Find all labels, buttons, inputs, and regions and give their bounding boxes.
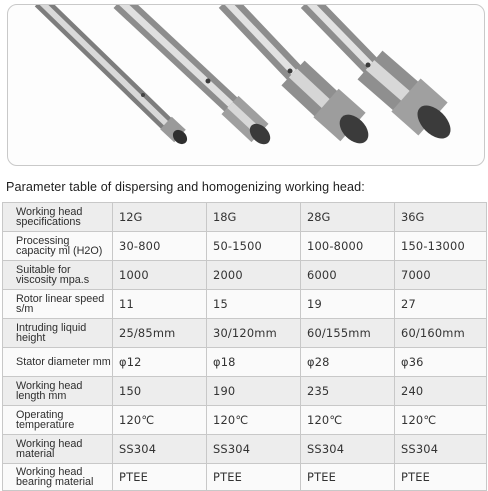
table-header-row <box>3 203 487 232</box>
header-cell-12g: 12G <box>113 203 207 232</box>
table-row <box>3 348 487 377</box>
table-cell: φ28 <box>301 348 395 377</box>
table-cell: φ18 <box>207 348 301 377</box>
table-cell: 2000 <box>207 261 301 290</box>
working-head-12g-image <box>40 5 190 147</box>
header-cell-18g: 18G <box>207 203 301 232</box>
table-cell: φ12 <box>113 348 207 377</box>
table-cell: 50-1500 <box>207 232 301 261</box>
table-cell: SS304 <box>395 435 487 464</box>
row-label-head-material: Working head material <box>3 435 113 464</box>
header-cell-28g: 28G <box>301 203 395 232</box>
table-row <box>3 377 487 406</box>
table-cell: PTEE <box>395 464 487 491</box>
table-cell: 235 <box>301 377 395 406</box>
table-cell: 150 <box>113 377 207 406</box>
table-cell: SS304 <box>113 435 207 464</box>
table-cell: 6000 <box>301 261 395 290</box>
table-cell: 150-13000 <box>395 232 487 261</box>
table-cell: 15 <box>207 290 301 319</box>
table-cell: 11 <box>113 290 207 319</box>
table-cell: PTEE <box>301 464 395 491</box>
parameter-table <box>2 202 487 491</box>
table-cell: SS304 <box>301 435 395 464</box>
table-cell: 100-8000 <box>301 232 395 261</box>
table-row <box>3 435 487 464</box>
table-row <box>3 464 487 491</box>
row-label-bearing-material: Working head bearing material <box>3 464 113 491</box>
table-cell: 7000 <box>395 261 487 290</box>
row-label-viscosity: Suitable for viscosity mpa.s <box>3 261 113 290</box>
table-cell: 30-800 <box>113 232 207 261</box>
header-label-cell: Working head specifications <box>3 203 113 232</box>
table-cell: 60/160mm <box>395 319 487 348</box>
table-cell: 120℃ <box>301 406 395 435</box>
table-cell: 190 <box>207 377 301 406</box>
table-row <box>3 290 487 319</box>
table-cell: 120℃ <box>113 406 207 435</box>
table-cell: PTEE <box>113 464 207 491</box>
row-label-head-length: Working head length mm <box>3 377 113 406</box>
product-photo-panel <box>7 4 485 166</box>
table-caption: Parameter table of dispersing and homogenizing working head: <box>6 180 365 194</box>
table-cell: 120℃ <box>207 406 301 435</box>
table-cell: 19 <box>301 290 395 319</box>
table-cell: 27 <box>395 290 487 319</box>
table-row <box>3 261 487 290</box>
table-cell: φ36 <box>395 348 487 377</box>
table-cell: 120℃ <box>395 406 487 435</box>
row-label-processing-capacity: Processing capacity ml (H2O) <box>3 232 113 261</box>
header-cell-36g: 36G <box>395 203 487 232</box>
table-cell: 60/155mm <box>301 319 395 348</box>
table-row <box>3 406 487 435</box>
table-cell: 25/85mm <box>113 319 207 348</box>
table-cell: SS304 <box>207 435 301 464</box>
row-label-operating-temperature: Operating temperature <box>3 406 113 435</box>
table-cell: PTEE <box>207 464 301 491</box>
row-label-liquid-height: Intruding liquid height <box>3 319 113 348</box>
row-label-rotor-speed: Rotor linear speed s/m <box>3 290 113 319</box>
table-cell: 1000 <box>113 261 207 290</box>
row-label-stator-diameter: Stator diameter mm <box>3 348 113 377</box>
table-row <box>3 319 487 348</box>
working-heads-illustration <box>8 5 484 165</box>
table-cell: 240 <box>395 377 487 406</box>
table-row <box>3 232 487 261</box>
table-cell: 30/120mm <box>207 319 301 348</box>
